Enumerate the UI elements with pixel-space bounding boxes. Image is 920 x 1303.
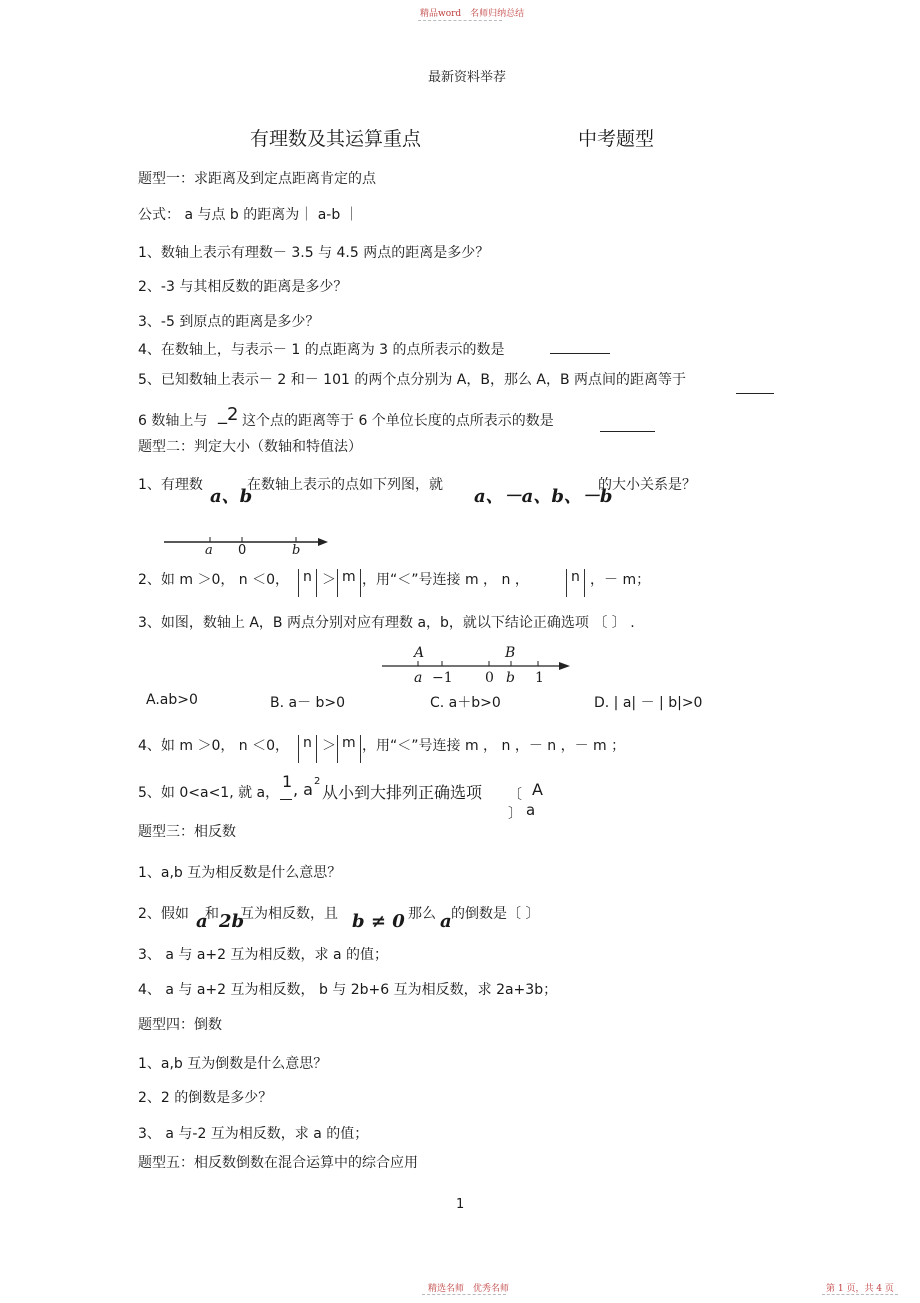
s2-question-4-part1: 4、如 m ＞0， n ＜0，: [138, 738, 290, 754]
s2-question-2-part1: 2、如 m ＞0， n ＜0，: [138, 572, 290, 588]
gt-sign: ＞: [322, 572, 336, 588]
answer-blank-6[interactable]: [600, 431, 655, 432]
abs-n-q4: [298, 735, 317, 763]
s4-question-2: 2、2 的倒数是多少？: [138, 1090, 273, 1106]
fraction-bar: [280, 799, 292, 800]
formula: 公式： a 与点 b 的距离为｜ a-b ｜: [138, 207, 359, 223]
footer-left-note: 精选名师 优秀名师: [428, 1284, 510, 1294]
axis1-label-a: a: [205, 543, 213, 558]
answer-blank-4[interactable]: [550, 353, 610, 354]
axis2-label-zero: 0: [485, 670, 494, 686]
s2-question-1-part3: 的大小关系是？: [598, 477, 696, 493]
section3-heading: 题型三：相反数: [138, 824, 236, 840]
abs-n-q4-value: n: [303, 735, 312, 751]
page-number: 1: [456, 1197, 465, 1212]
section4-heading: 题型四：倒数: [138, 1017, 222, 1033]
option-B[interactable]: B. a－ b>0: [270, 695, 346, 711]
s2-question-1-part2: 在数轴上表示的点如下列图，就: [247, 477, 443, 493]
abs-m-q4-value: m: [342, 735, 356, 751]
abs-n: [298, 569, 317, 597]
axis1-label-b: b: [292, 543, 301, 558]
abs-n-2: [566, 569, 585, 597]
q5-superscript: 2: [314, 776, 321, 787]
s3-question-4: 4、 a 与 a+2 互为相反数， b 与 2b+6 互为相反数，求 2a+3b；: [138, 982, 558, 998]
s1-question-6-part2: 这个点的距离等于 6 个单位长度的点所表示的数是: [242, 413, 554, 429]
s3-q2-condition: b ≠ 0: [352, 911, 405, 932]
answer-bracket-close: 〕: [508, 806, 522, 822]
top-banner: 精品word 名师归纳总结: [420, 9, 525, 19]
s1-question-5: 5、已知数轴上表示－ 2 和－ 101 的两个点分别为 A，B，那么 A，B 两点间的距离等于: [138, 372, 687, 388]
axis1-label-zero: 0: [238, 543, 247, 558]
abs-n-value: n: [303, 569, 312, 585]
s2-question-2-part3: ，－ m；: [590, 572, 651, 588]
s2-question-4-part2: ，用“＜”号连接 m ， n ，－ n ，－ m ；: [362, 738, 626, 754]
axis2-label-minus1: −1: [432, 670, 453, 686]
s1-question-4: 4、在数轴上，与表示－ 1 的点距离为 3 的点所表示的数是: [138, 342, 505, 358]
section1-heading: 题型一：求距离及到定点距离肯定的点: [138, 171, 376, 187]
option-A[interactable]: A.ab>0: [146, 692, 198, 708]
s2-question-5-part2: 从小到大排列正确选项: [322, 783, 483, 802]
answer-choice-A[interactable]: A: [532, 780, 543, 799]
abs-m: [337, 569, 361, 597]
footer-left-divider: [422, 1294, 506, 1295]
footer-right-note: 第 1 页，共 4 页: [826, 1284, 894, 1294]
page-title-right: 中考题型: [578, 128, 655, 150]
abs-m-q4: [337, 735, 361, 763]
subtitle: 最新资料举荐: [428, 70, 507, 85]
s2-question-1-part1: 1、有理数: [138, 477, 203, 493]
s2-question-3: 3、如图，数轴上 A，B 两点分别对应有理数 a，b，就以下结论正确选项 〔 〕 .: [138, 615, 635, 631]
s4-question-3: 3、 a 与-2 互为相反数，求 a 的值；: [138, 1126, 369, 1142]
s2-q1-vars: a、b: [210, 486, 253, 507]
s1-question-2: 2、-3 与其相反数的距离是多少？: [138, 279, 348, 295]
axis2-label-a: a: [414, 670, 423, 686]
section5-heading: 题型五：相反数倒数在混合运算中的综合应用: [138, 1155, 418, 1171]
s2-question-5-part1: 5、如 0<a<1, 就 a，: [138, 785, 280, 801]
axis2-label-one: 1: [535, 670, 544, 686]
answer-choice-a[interactable]: a: [526, 801, 536, 819]
s3-question-1: 1、a,b 互为相反数是什么意思？: [138, 865, 342, 881]
answer-blank-5[interactable]: [736, 393, 774, 394]
s3-q2-var-a2: a: [440, 911, 452, 932]
s2-q1-expression: a、－a、b、－b: [474, 486, 613, 507]
s3-question-2-part2: 互为相反数，且: [240, 906, 338, 922]
option-C[interactable]: C. a＋b>0: [430, 695, 501, 711]
s3-q2-var-2b: 2b: [219, 911, 245, 932]
page-title: 有理数及其运算重点: [250, 128, 422, 150]
axis2-label-B: B: [505, 645, 516, 661]
answer-bracket-open: 〔: [508, 787, 522, 803]
q5-a: , a: [293, 780, 313, 799]
top-banner-divider: [418, 20, 502, 21]
s3-question-3: 3、 a 与 a+2 互为相反数，求 a 的值；: [138, 947, 388, 963]
fraction-numerator: 1: [282, 772, 293, 791]
option-D[interactable]: D. | a| － | b|>0: [594, 695, 703, 711]
s1-question-6-number: _2: [218, 404, 239, 425]
s3-q2-and: 和: [205, 906, 219, 922]
s4-question-1: 1、a,b 互为倒数是什么意思？: [138, 1056, 328, 1072]
axis2-label-b: b: [506, 670, 515, 686]
q6-number-value: 2: [227, 404, 239, 425]
s1-question-6-part1: 6 数轴上与: [138, 413, 208, 429]
s1-question-1: 1、数轴上表示有理数－ 3.5 与 4.5 两点的距离是多少？: [138, 245, 490, 261]
abs-n2-value: n: [571, 569, 580, 585]
s3-question-2-part3: ，那么: [394, 906, 436, 922]
footer-right-divider: [822, 1294, 898, 1295]
s3-q2-var-a: a: [196, 911, 208, 932]
s2-question-2-part2: ，用“＜”号连接 m ， n ，: [362, 572, 529, 588]
gt-sign-q4: ＞: [322, 738, 336, 754]
s1-question-3: 3、-5 到原点的距离是多少？: [138, 314, 320, 330]
s3-question-2-part1: 2、假如: [138, 906, 189, 922]
section2-heading: 题型二：判定大小（数轴和特值法）: [138, 439, 362, 455]
axis2-label-A: A: [414, 645, 425, 661]
s3-question-2-part4: 的倒数是〔 〕: [451, 906, 540, 922]
abs-m-value: m: [342, 569, 356, 585]
